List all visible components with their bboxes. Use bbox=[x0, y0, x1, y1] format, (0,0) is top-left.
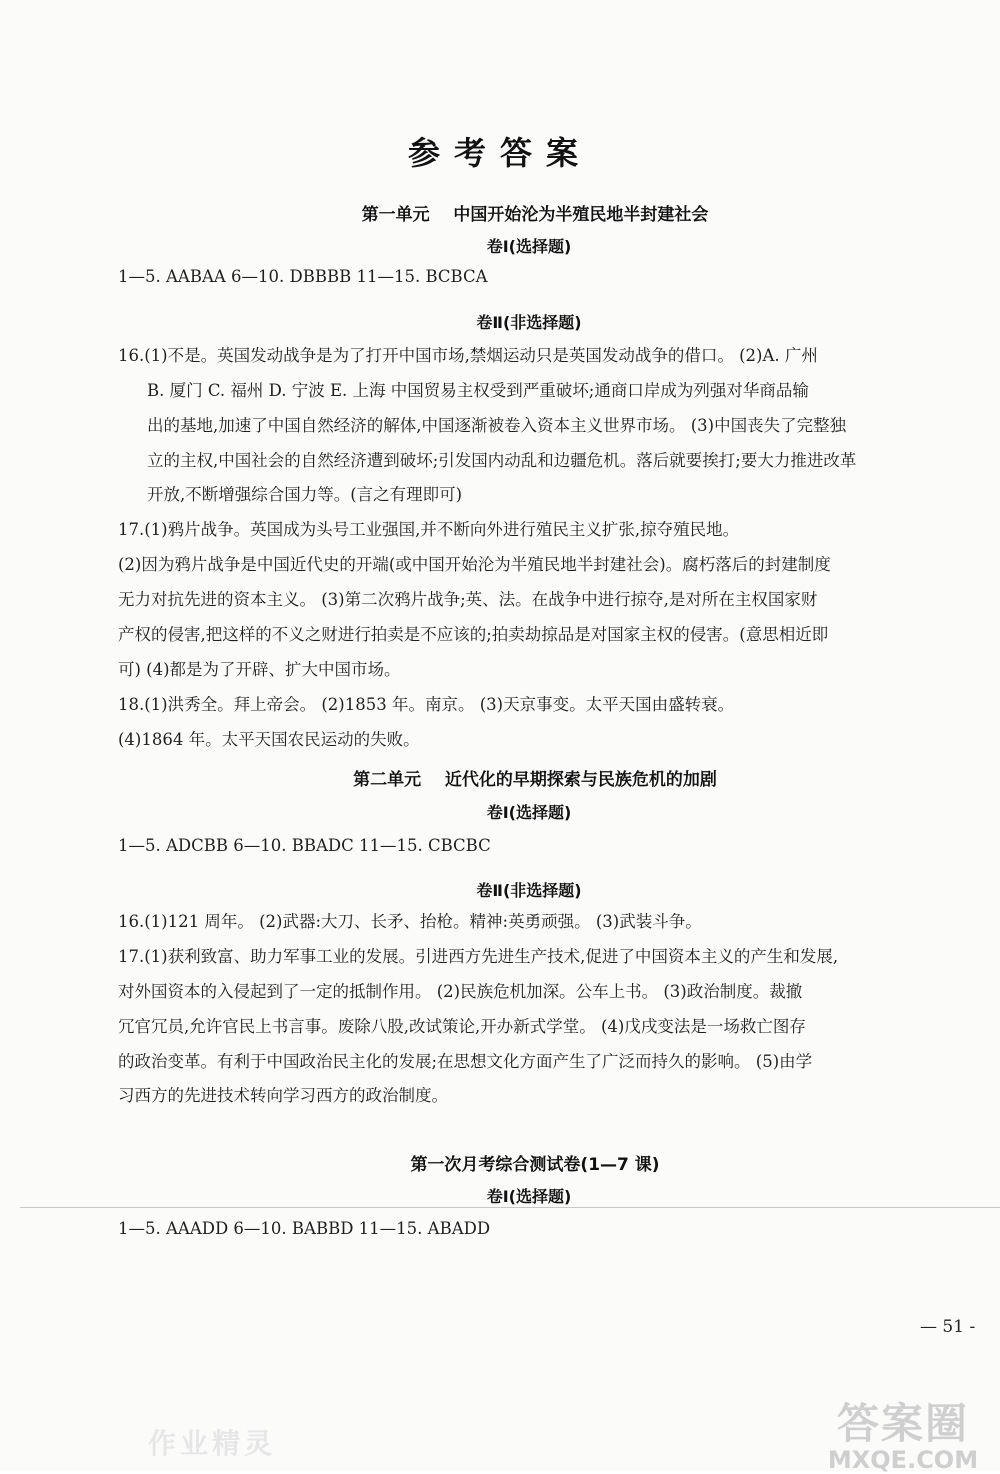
unit-2-part-1-title: 卷Ⅰ(选择题) bbox=[486, 803, 572, 822]
page-title: 参考答案 bbox=[407, 134, 592, 172]
answer-line: 冗官冗员,允许官民上书言事。废除八股,改试策论,开办新式学堂。 (4)戊戌变法是一场救亡图存 bbox=[118, 1017, 806, 1036]
answer-line: 的政治变革。有利于中国政治民主化的发展;在思想文化方面产生了广泛而持久的影响。 (5)由学 bbox=[118, 1052, 813, 1071]
divider bbox=[20, 1207, 1000, 1208]
watermark-url: MXQE.COM bbox=[827, 1446, 979, 1474]
monthly-test-heading: 第一次月考综合测试卷(1—7 课) bbox=[410, 1155, 660, 1175]
answer-line: 可) (4)都是为了开辟、扩大中国市场。 bbox=[118, 660, 401, 679]
answer-line: 16.(1)不是。英国发动战争是为了打开中国市场,禁烟运动只是英国发动战争的借口。 (2)A. 广州 bbox=[118, 346, 818, 365]
answer-line: B. 厦门 C. 福州 D. 宁波 E. 上海 中国贸易主权受到严重破坏;通商口岸成为列强对华商品输 bbox=[147, 381, 809, 400]
answer-line: 17.(1)获利致富、助力军事工业的发展。引进西方先进生产技术,促进了中国资本主义的产生和发展, bbox=[118, 947, 839, 966]
unit-1-part-2-title: 卷Ⅱ(非选择题) bbox=[476, 313, 582, 332]
watermark-left: 作业精灵 bbox=[148, 1427, 277, 1460]
answer-line: 对外国资本的入侵起到了一定的抵制作用。 (2)民族危机加深。公车上书。 (3)政治制度。裁撤 bbox=[118, 982, 803, 1001]
answer-line: 出的基地,加速了中国自然经济的解体,中国逐渐被卷入资本主义世界市场。 (3)中国丧失了完整独 bbox=[147, 416, 847, 435]
answer-line: 17.(1)鸦片战争。英国成为头号工业强国,并不断向外进行殖民主义扩张,掠夺殖民地。 bbox=[118, 520, 740, 539]
watermark-right bbox=[818, 1400, 988, 1472]
monthly-test-choice-answers: 1—5. AAADD 6—10. BABBD 11—15. ABADD bbox=[118, 1219, 491, 1238]
unit-2-part-2-title: 卷Ⅱ(非选择题) bbox=[476, 881, 582, 900]
answer-line: 习西方的先进技术转向学习西方的政治制度。 bbox=[118, 1086, 448, 1105]
unit-2-choice-answers: 1—5. ADCBB 6—10. BBADC 11—15. CBCBC bbox=[118, 836, 491, 855]
page-number: — 51 - bbox=[920, 1317, 976, 1337]
unit-1-choice-answers: 1—5. AABAA 6—10. DBBBB 11—15. BCBCA bbox=[118, 267, 488, 286]
watermark-logo-text: 答案圈 bbox=[836, 1399, 969, 1448]
answer-line: 开放,不断增强综合国力等。(言之有理即可) bbox=[147, 485, 463, 504]
unit-1-heading: 第一单元 中国开始沦为半殖民地半封建社会 bbox=[361, 205, 709, 225]
monthly-test-part-1-title: 卷Ⅰ(选择题) bbox=[486, 1187, 572, 1206]
answer-line: 16.(1)121 周年。 (2)武器:大刀、长矛、抬枪。精神:英勇顽强。 (3)武装斗争。 bbox=[118, 912, 702, 931]
answer-line: 无力对抗先进的资本主义。 (3)第二次鸦片战争;英、法。在战争中进行掠夺,是对所在主权国家财 bbox=[118, 590, 818, 609]
answer-line: 立的主权,中国社会的自然经济遭到破坏;引发国内动乱和边疆危机。落后就要挨打;要大力推进改革 bbox=[147, 451, 857, 470]
answer-line: 18.(1)洪秀全。拜上帝会。 (2)1853 年。南京。 (3)天京事变。太平天国由盛转衰。 bbox=[118, 695, 735, 714]
answer-line: (4)1864 年。太平天国农民运动的失败。 bbox=[118, 730, 420, 749]
unit-1-part-1-title: 卷Ⅰ(选择题) bbox=[486, 237, 572, 256]
unit-2-heading: 第二单元 近代化的早期探索与民族危机的加剧 bbox=[353, 770, 717, 790]
answer-line: 产权的侵害,把这样的不义之财进行拍卖是不应该的;拍卖劫掠品是对国家主权的侵害。(意思相近即 bbox=[118, 625, 829, 644]
answer-line: (2)因为鸦片战争是中国近代史的开端(或中国开始沦为半殖民地半封建社会)。腐朽落后的封建制度 bbox=[118, 555, 831, 574]
